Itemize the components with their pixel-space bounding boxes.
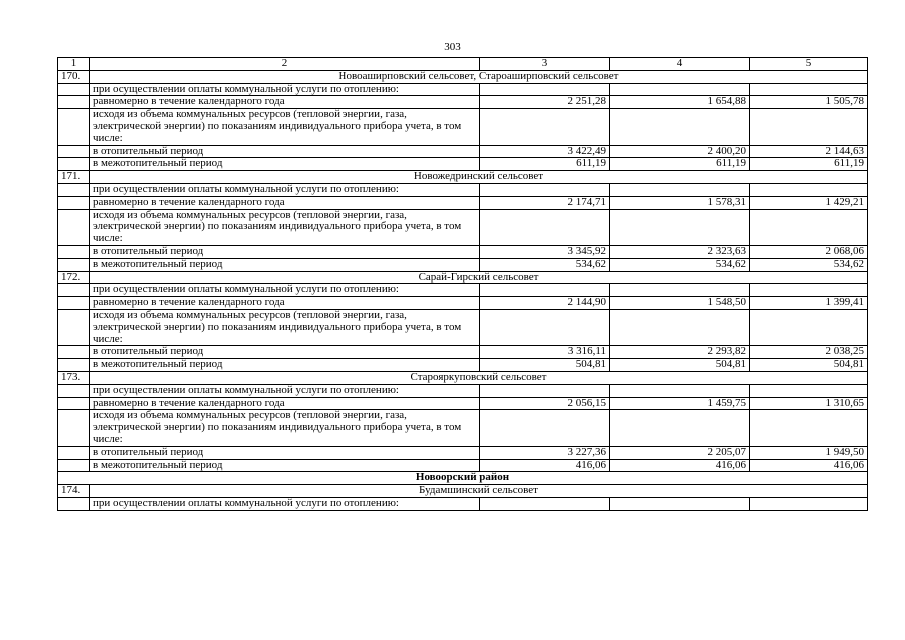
table-row: [58, 497, 868, 510]
row-label: при осуществлении оплаты коммунальной услуги по отоплению:: [90, 183, 480, 196]
row-number: 174.: [58, 485, 90, 498]
value-cell: 1 505,78: [750, 96, 868, 109]
value-cell: 1 459,75: [610, 397, 750, 410]
table-row: [58, 359, 868, 372]
value-cell: [480, 284, 610, 297]
table-row: [58, 183, 868, 196]
empty-cell: [58, 109, 90, 145]
district-row: [58, 472, 868, 485]
row-label: равномерно в течение календарного года: [90, 397, 480, 410]
table-row: [58, 309, 868, 345]
empty-cell: [58, 245, 90, 258]
table-row: [58, 96, 868, 109]
row-label: равномерно в течение календарного года: [90, 196, 480, 209]
value-cell: [750, 284, 868, 297]
value-cell: [750, 109, 868, 145]
value-cell: [750, 309, 868, 345]
value-cell: 2 068,06: [750, 245, 868, 258]
value-cell: 504,81: [610, 359, 750, 372]
header-row: [58, 58, 868, 71]
value-cell: [480, 384, 610, 397]
value-cell: 3 316,11: [480, 346, 610, 359]
value-cell: 3 345,92: [480, 245, 610, 258]
table-row: [58, 284, 868, 297]
empty-cell: [58, 497, 90, 510]
row-number: 171.: [58, 171, 90, 184]
settlement-name: Будамшинский сельсовет: [90, 485, 868, 498]
empty-cell: [58, 83, 90, 96]
row-label: исходя из объема коммунальных ресурсов (тепловой энергии, газа, электрической энергии) по показаниям индивидуального прибора учета, в том числе:: [90, 309, 480, 345]
value-cell: 534,62: [610, 258, 750, 271]
empty-cell: [58, 196, 90, 209]
value-cell: 2 293,82: [610, 346, 750, 359]
header-cell: 2: [90, 58, 480, 71]
table-row: [58, 196, 868, 209]
row-label: в межотопительный период: [90, 359, 480, 372]
value-cell: 2 144,63: [750, 145, 868, 158]
value-cell: 611,19: [480, 158, 610, 171]
value-cell: 416,06: [480, 459, 610, 472]
value-cell: 3 422,49: [480, 145, 610, 158]
empty-cell: [58, 309, 90, 345]
row-label: при осуществлении оплаты коммунальной услуги по отоплению:: [90, 83, 480, 96]
row-label: исходя из объема коммунальных ресурсов (тепловой энергии, газа, электрической энергии) по показаниям индивидуального прибора учета, в том числе:: [90, 109, 480, 145]
value-cell: 2 144,90: [480, 297, 610, 310]
value-cell: [750, 497, 868, 510]
value-cell: [480, 183, 610, 196]
table-row: [58, 209, 868, 245]
settlement-name: Новоаширповский сельсовет, Староаширповский сельсовет: [90, 70, 868, 83]
row-label: в отопительный период: [90, 446, 480, 459]
value-cell: [610, 410, 750, 446]
empty-cell: [58, 346, 90, 359]
value-cell: 2 056,15: [480, 397, 610, 410]
row-label: исходя из объема коммунальных ресурсов (тепловой энергии, газа, электрической энергии) по показаниям индивидуального прибора учета, в том числе:: [90, 410, 480, 446]
value-cell: [610, 309, 750, 345]
empty-cell: [58, 96, 90, 109]
row-label: равномерно в течение календарного года: [90, 297, 480, 310]
value-cell: 2 038,25: [750, 346, 868, 359]
value-cell: [610, 284, 750, 297]
value-cell: 2 205,07: [610, 446, 750, 459]
value-cell: [610, 209, 750, 245]
value-cell: [480, 209, 610, 245]
row-label: исходя из объема коммунальных ресурсов (тепловой энергии, газа, электрической энергии) по показаниям индивидуального прибора учета, в том числе:: [90, 209, 480, 245]
value-cell: 1 548,50: [610, 297, 750, 310]
value-cell: [480, 309, 610, 345]
value-cell: [750, 183, 868, 196]
settlement-row: [58, 485, 868, 498]
table-row: [58, 397, 868, 410]
table-row: [58, 245, 868, 258]
page-number: 303: [444, 41, 461, 53]
row-label: в межотопительный период: [90, 258, 480, 271]
empty-cell: [58, 446, 90, 459]
value-cell: 1 399,41: [750, 297, 868, 310]
value-cell: [750, 384, 868, 397]
empty-cell: [58, 410, 90, 446]
table-row: [58, 297, 868, 310]
value-cell: [480, 497, 610, 510]
empty-cell: [58, 145, 90, 158]
table-row: [58, 158, 868, 171]
row-label: равномерно в течение календарного года: [90, 96, 480, 109]
row-label: при осуществлении оплаты коммунальной услуги по отоплению:: [90, 284, 480, 297]
table-row: [58, 459, 868, 472]
row-label: в межотопительный период: [90, 158, 480, 171]
empty-cell: [58, 397, 90, 410]
value-cell: [750, 83, 868, 96]
value-cell: [610, 183, 750, 196]
tariff-table: [57, 57, 868, 511]
value-cell: 2 251,28: [480, 96, 610, 109]
table-row: [58, 346, 868, 359]
value-cell: 534,62: [480, 258, 610, 271]
table-row: [58, 258, 868, 271]
row-label: при осуществлении оплаты коммунальной услуги по отоплению:: [90, 384, 480, 397]
value-cell: [750, 410, 868, 446]
settlement-name: Новожедринский сельсовет: [90, 171, 868, 184]
header-cell: 5: [750, 58, 868, 71]
value-cell: [480, 83, 610, 96]
value-cell: 1 310,65: [750, 397, 868, 410]
value-cell: 611,19: [750, 158, 868, 171]
value-cell: [750, 209, 868, 245]
row-number: 173.: [58, 371, 90, 384]
empty-cell: [58, 384, 90, 397]
value-cell: 504,81: [480, 359, 610, 372]
table-row: [58, 109, 868, 145]
settlement-row: [58, 171, 868, 184]
value-cell: 3 227,36: [480, 446, 610, 459]
row-label: в отопительный период: [90, 145, 480, 158]
empty-cell: [58, 297, 90, 310]
row-number: 170.: [58, 70, 90, 83]
value-cell: 416,06: [750, 459, 868, 472]
value-cell: [610, 497, 750, 510]
value-cell: 504,81: [750, 359, 868, 372]
value-cell: 2 400,20: [610, 145, 750, 158]
row-label: в межотопительный период: [90, 459, 480, 472]
empty-cell: [58, 183, 90, 196]
row-label: в отопительный период: [90, 245, 480, 258]
header-cell: 3: [480, 58, 610, 71]
header-cell: 1: [58, 58, 90, 71]
value-cell: [480, 109, 610, 145]
value-cell: 1 654,88: [610, 96, 750, 109]
value-cell: 416,06: [610, 459, 750, 472]
value-cell: 1 429,21: [750, 196, 868, 209]
value-cell: 534,62: [750, 258, 868, 271]
row-label: при осуществлении оплаты коммунальной услуги по отоплению:: [90, 497, 480, 510]
table-row: [58, 446, 868, 459]
district-name: Новоорский район: [58, 472, 868, 485]
table-row: [58, 410, 868, 446]
empty-cell: [58, 359, 90, 372]
settlement-row: [58, 371, 868, 384]
settlement-name: Старояркуповский сельсовет: [90, 371, 868, 384]
value-cell: 1 578,31: [610, 196, 750, 209]
settlement-row: [58, 271, 868, 284]
table-row: [58, 83, 868, 96]
value-cell: [480, 410, 610, 446]
value-cell: 2 174,71: [480, 196, 610, 209]
value-cell: [610, 83, 750, 96]
value-cell: 1 949,50: [750, 446, 868, 459]
empty-cell: [58, 258, 90, 271]
settlement-row: [58, 70, 868, 83]
empty-cell: [58, 459, 90, 472]
header-cell: 4: [610, 58, 750, 71]
row-label: в отопительный период: [90, 346, 480, 359]
empty-cell: [58, 158, 90, 171]
value-cell: [610, 109, 750, 145]
table-row: [58, 384, 868, 397]
empty-cell: [58, 209, 90, 245]
empty-cell: [58, 284, 90, 297]
value-cell: 2 323,63: [610, 245, 750, 258]
value-cell: [610, 384, 750, 397]
row-number: 172.: [58, 271, 90, 284]
table-row: [58, 145, 868, 158]
settlement-name: Сарай-Гирский сельсовет: [90, 271, 868, 284]
value-cell: 611,19: [610, 158, 750, 171]
